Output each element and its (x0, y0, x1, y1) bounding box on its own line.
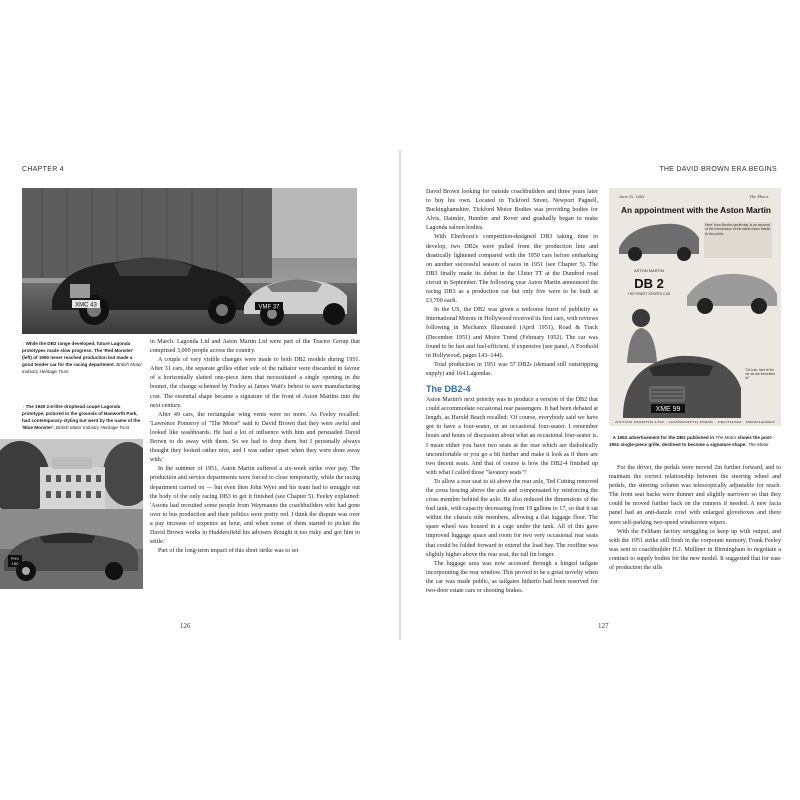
ad-headline: An appointment with the Aston Martin (621, 205, 771, 215)
page-gutter (399, 150, 401, 640)
page-number-left: 126 (180, 622, 191, 630)
ad-footer: ASTON MARTIN LTD · HANWORTH PARK · FELTHAM · MIDDLESEX (615, 420, 776, 424)
ad-side-note: "Oh look, here is the car we are interested in!" (745, 368, 775, 380)
photo-db2-advertisement (609, 188, 781, 426)
page-number-right: 127 (598, 622, 609, 630)
photo-blue-monster (0, 439, 143, 589)
text-column-left-page: in March. Lagonda Ltd and Aston Martin Ltd were part of the Tractor Group that comprised 3,000 people across the country. A couple of very visible changes were made to both DB2 models during 1951. After 31 cars, the separate grilles either side of the radiator were discarded in favour of a horizontally slatted one-piece item that necessitated a single opening in the bonnet, the change schemed by Feeley at James Watt's behest to save manufacturing cost. The essential shape became a signature of the front of Aston Martins into the next century. After 49 cars, the rectangular wing vents were no more. As Feeley recalled: 'Lawrence Pomeroy of "The Motor" said to David Brown that they were awful and looked like washboards. He had a lot of influence with him and persuaded David Brown to do away with them. So we had to drop them but I personally always thought they looked rather nice, and I was rather upset when they were done away with.' In the summer of 1951, Aston Martin suffered a six-week strike over pay. The production and service departments were forced to close temporarily, while the racing department carried on — but even then John Wyer and his team had to smuggle out the body of the only racing DB3 to get it finished (see Chapter 5). Feeley explained: 'Astons had recruited some people from Weymanns the coachbuilders who had gone over to bus production and their politics were pretty red. I think the dispute was over a pay increase of sixpence an hour, and when some of them started to picket the David Brown works in Huddersfield his advisers thought it too risky and got him to settle.' Part of the long-term impact of this short strike was to set (150, 339, 360, 555)
text-column-right-page-second: For the driver, the pedals were moved 2in further forward, and to maintain the correct relationship between the steering wheel and pedals, the steering column was telescopically adjustable for reach. The front seat backs were thinner and slightly narrower so that they could be moved further back on the runners if needed. A new facia panel had an anti-dazzle cowl with enlarged gloveboxes and there were self-parking two-speed windscreen wipers. With the Feltham factory struggling to keep up with output, and with the 1951 strike still fresh in the corporate memory, Frank Feeley was sent to coachbuilder H.J. Mulliner in Birmingham to negotiate a contract to supply bodies for the new model. It suggested that for ease of production the sills (609, 465, 781, 572)
ad-blurb: Here, from Buxton yesterday, is an account of the introduction of the latest Aston Martin to the public. (705, 223, 771, 236)
ad-plate: XME 99 (655, 406, 681, 413)
plate-phv-line2: 180 (11, 561, 19, 566)
plate-vmf37: VMF 37 (258, 304, 280, 311)
plate-phv-line1: PHV (10, 556, 20, 561)
ad-model: DB 2 (634, 276, 664, 291)
arrow-down-icon: ↓ (22, 404, 25, 409)
ad-logo: ASTON MARTIN (633, 268, 665, 273)
arrow-up-icon: ↑ (609, 435, 612, 440)
section-heading: The DB2-4 (426, 383, 471, 394)
caption-lagonda-prototypes: ↑ While the DB2 range developed, future Lagonda prototypes made slow progress. The 'Red Monster' (left) of 1950 never reached production but made a good tender car for the racing department. British Motor Industry Heritage Trust (22, 341, 142, 374)
photo-lagonda-prototypes (22, 188, 357, 334)
ad-masthead: The Motor (749, 194, 769, 199)
caption-blue-monster: ↓ The 1949 2.6-litre drophead coupé Lagonda prototype, pictured in the grounds of Hanworth Park, had contemporary styling but went by the name of the 'Blue Monster'. British Motor Industry Heritage Trust (22, 404, 141, 430)
running-head-left: CHAPTER 4 (22, 166, 64, 173)
ad-date: June 20, 1953 (619, 194, 645, 199)
caption-db2-advert: ↑ A 1953 advertisement for the DB2 published in The Motor shows the post-1951 single-piece grille, destined to become a signature shape. The Motor (609, 435, 773, 447)
plate-xmc43: XMC 43 (75, 302, 97, 309)
arrow-up-icon: ↑ (22, 341, 25, 346)
running-head-right: THE DAVID BROWN ERA BEGINS (659, 166, 777, 173)
ad-model-sub: THE FINEST SPORTS CAR (627, 292, 671, 296)
text-column-right-page-first: David Brown looking for outside coachbuilders and three years later to buy his own. Located in Tickford Street, Newport Pagnell, Buckinghamshire, Tickford Motor Bodies was providing bodies for Alvis, Daimler, Humber and Rover and gradually began to make Lagonda saloon bodies. With Eberhorst's competition-designed DB3 taking time to develop, two DB2s were pulled from the production line and drastically lightened compared with the 1950 cars before embarking on another successful season of races in 1951 (see Chapter 5). The DB3 finally made its debut in the Ulster TT at the Dundrod road circuit in September. The following year Aston Martin announced the racing DB3 as a production car but only five were to be built at £3,700 each. In the US, the DB2 was given a welcome burst of publicity as International Motors in Hollywood received its first cars, with reviews following in Mechanix Illustrated (April 1951), Road & Track (December 1951) and Motor Trend (February 1952). The car was found to be fast and fuel-efficient, if expensive (see panel, A Foothold in Hollywood, pages 143–144). Total production in 1951 was 57 DB2s (demand still outstripping supply) and 164 Lagondas. The DB2-4 Aston Martin's next priority was to produce a version of the DB2 that could accommodate occasional rear passengers. It had been debated at length, as Harold Beach recalled: 'Of course, everybody said we have got to have a four-seater, or an occasional four-seater. I remember hours and hours of discussion about what an occasional four-seater is. I mean either you have two seats at the rear which are diabolically uncomfortable or you go a bit further and make it look as if there are two decent seats. And that of course is how the DB2-4 finished up with what I called those "lavatory seats"!' To allow a rear seat to sit above the rear axle, Ted Cutting removed the cross bracing above the axle and compensated by reinforcing the cross member behind the axle. He also reduced the dimensions of the fuel tank, with capacity decreasing from 19 gallons to 17, so that it sat within the chassis side members, allowing a flat luggage floor. The spare wheel was housed in a cage under the tank. All of this gave improved luggage space and room for two very occasional rear seats that could be folded forward to extend the load bay. The roofline was slightly higher above the rear seat, the tail fin longer. The luggage area was now accessed through a hinged tailgate incorporating the rear window. This proved to be a great novelty when the car was made public, as tailgates hitherto had been reserved for two-door estate cars or shooting brakes. (426, 189, 598, 595)
